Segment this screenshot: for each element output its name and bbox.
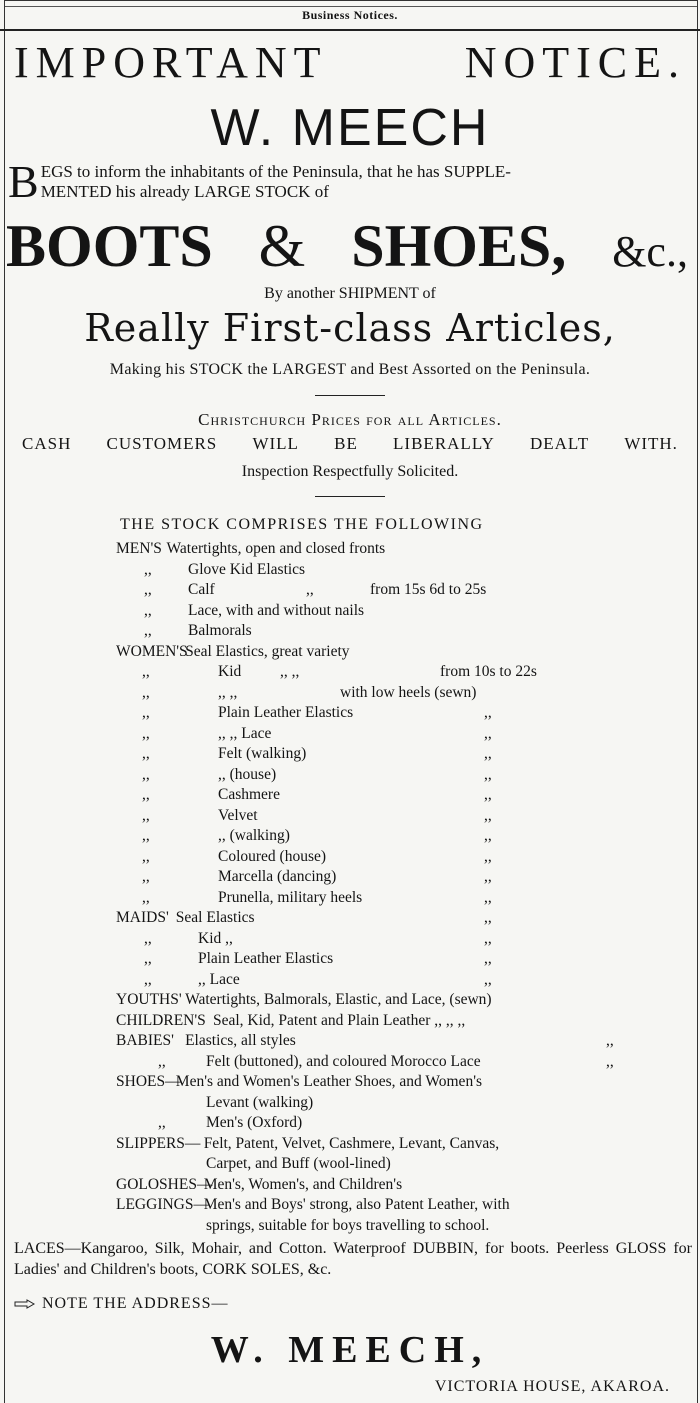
stock-category: BABIES' <box>116 1032 174 1049</box>
stock-category: CHILDREN'S <box>116 1011 206 1029</box>
stock-price: ,, <box>484 704 492 721</box>
stock-category: ,, <box>144 581 152 598</box>
stock-category: ,, <box>142 806 150 824</box>
stock-item: ,, ,, <box>218 683 238 701</box>
divider <box>315 496 385 497</box>
stock-price: ,, <box>484 909 492 926</box>
stock-item: Carpet, and Buff (wool-lined) <box>206 1155 391 1172</box>
stock-category: ,, <box>144 929 152 947</box>
stock-item: Coloured (house) <box>218 847 327 865</box>
headline-word: SHOES, <box>351 213 567 279</box>
stock-item: Men's (Oxford) <box>206 1114 303 1131</box>
stock-price: ,, <box>484 786 492 803</box>
cash-word: WITH. <box>624 434 678 453</box>
merchant-name: W. MEECH <box>210 99 490 157</box>
cash-word: WILL <box>252 434 299 453</box>
stock-item: ,, (walking) <box>218 827 290 844</box>
section-header: Business Notices. <box>302 8 398 22</box>
stock-category: ,, <box>142 847 150 865</box>
intro-line-1: EGS to inform the inhabitants of the Peninsula, that he has SUPPLE- <box>40 162 511 181</box>
stock-category: ,, <box>158 1114 166 1131</box>
stock-price: ,, <box>484 724 492 742</box>
stock-category: ,, <box>144 560 152 578</box>
stock-category: ,, <box>158 1052 166 1070</box>
cash-word: CUSTOMERS <box>106 434 218 453</box>
stock-item: Lace, with and without nails <box>188 601 365 619</box>
stock-item: Cashmere <box>218 786 280 803</box>
stock-item: ,, ,, Lace <box>218 724 272 742</box>
stock-item: Levant (walking) <box>206 1093 314 1111</box>
drop-cap: B <box>8 156 39 207</box>
pointing-hand-icon <box>14 1299 36 1309</box>
headline-word: &c., <box>612 227 688 276</box>
stock-price: ,, <box>484 868 492 885</box>
stock-category: ,, <box>142 786 150 803</box>
largest-stock-line: Making his STOCK the LARGEST and Best Assorted on the Peninsula. <box>109 361 591 378</box>
stock-item: ,, Lace <box>198 970 240 988</box>
stock-item: ,, (house) <box>218 765 277 783</box>
stock-item: Kid ,, <box>198 929 233 947</box>
stock-item: Plain Leather Elastics <box>198 950 334 967</box>
stock-category: ,, <box>144 950 152 967</box>
title-word: NOTICE. <box>464 38 686 87</box>
stock-item: Seal Elastics <box>175 909 255 926</box>
stock-price: ,, <box>484 847 492 865</box>
stock-item: Balmorals <box>188 622 252 639</box>
note-address <box>14 1295 229 1313</box>
stock-item: Marcella (dancing) <box>218 868 337 885</box>
address: VICTORIA HOUSE, AKAROA. <box>434 1378 670 1395</box>
stock-price: ,, <box>484 970 492 988</box>
stock-category: SHOES— <box>116 1073 181 1090</box>
prices-line: Christchurch Prices for all Articles. <box>198 410 502 429</box>
stock-category: GOLOSHES— <box>116 1175 213 1193</box>
boots-and-shoes-headline <box>6 214 688 284</box>
stock-category: LEGGINGS— <box>116 1196 209 1213</box>
inspection-line: Inspection Respectfully Solicited. <box>241 463 459 480</box>
stock-price: ,, <box>484 806 492 824</box>
top-rule <box>5 6 697 7</box>
cash-word: BE <box>334 434 358 453</box>
stock-category: ,, <box>142 683 150 701</box>
title-word: IMPORTANT <box>14 38 328 87</box>
stock-price: from 15s 6d to 25s <box>370 581 487 598</box>
stock-item: Watertights, Balmorals, Elastic, and Lace, (sewn) <box>185 991 492 1008</box>
stock-price: ,, <box>484 950 492 967</box>
stock-ditto: ,, ,, <box>280 663 300 680</box>
stock-category: ,, <box>142 704 150 721</box>
stock-price: ,, <box>484 765 492 783</box>
stock-item: Men's and Boys' strong, also Patent Leather, with <box>203 1196 510 1213</box>
stock-price: from 10s to 22s <box>440 663 537 680</box>
stock-item: springs, suitable for boys travelling to school. <box>206 1216 490 1234</box>
divider <box>315 395 385 396</box>
stock-price: ,, <box>484 827 492 844</box>
stock-category: WOMEN'S <box>116 642 188 660</box>
stock-category: ,, <box>144 970 152 988</box>
stock-category: YOUTHS' <box>116 991 182 1008</box>
stock-price: ,, <box>606 1032 614 1049</box>
notice-title <box>14 40 686 86</box>
stock-category: ,, <box>142 745 150 762</box>
stock-price: ,, <box>484 929 492 947</box>
headline-word: & <box>258 213 306 279</box>
stock-category: SLIPPERS— <box>116 1134 201 1152</box>
cash-word: DEALT <box>529 434 590 453</box>
stock-category: ,, <box>142 868 150 885</box>
stock-item: Watertights, open and closed fronts <box>166 540 386 557</box>
cash-word: LIBERALLY <box>393 434 495 453</box>
stock-category: ,, <box>142 888 150 906</box>
stock-category: ,, <box>144 622 152 639</box>
laces-paragraph: LACES—Kangaroo, Silk, Mohair, and Cotton. Waterproof DUBBIN, for boots. Peerless GLOSS for Ladies' and Children's boots, CORK SOLES, &c. <box>14 1240 692 1278</box>
stock-ditto: ,, <box>306 581 314 598</box>
stock-item: Felt (buttoned), and coloured Morocco Lace <box>206 1052 481 1070</box>
stock-category: ,, <box>142 663 150 680</box>
stock-item: Prunella, military heels <box>218 888 363 906</box>
stock-item: Kid <box>218 663 242 680</box>
stock-item: Seal, Kid, Patent and Plain Leather ,, ,, ,, <box>213 1011 466 1029</box>
stock-item: Felt, Patent, Velvet, Cashmere, Levant, Canvas, <box>203 1134 500 1152</box>
stock-price: ,, <box>606 1052 614 1070</box>
stock-item: Seal Elastics, great variety <box>185 642 350 660</box>
intro-paragraph <box>8 156 692 207</box>
stock-category: MEN'S <box>116 540 162 557</box>
stock-item: Glove Kid Elastics <box>188 560 306 578</box>
stock-item: Calf <box>188 581 215 598</box>
stock-category: ,, <box>142 724 150 742</box>
stock-price: ,, <box>484 745 492 762</box>
by-another-shipment: By another SHIPMENT of <box>264 285 436 302</box>
stock-category: ,, <box>142 765 150 783</box>
stock-item: Elastics, all styles <box>185 1032 296 1049</box>
stock-item: Plain Leather Elastics <box>218 704 354 721</box>
stock-category: ,, <box>142 827 150 844</box>
signature: W. MEECH, <box>210 1329 490 1371</box>
cash-word: CASH <box>22 434 72 453</box>
header-rule <box>0 29 700 31</box>
first-class-articles: Really First-class Articles, <box>84 306 616 350</box>
headline-word: BOOTS <box>6 213 213 279</box>
cash-customers-line <box>22 434 678 454</box>
stock-item: Felt (walking) <box>218 745 307 762</box>
intro-line-2: MENTED his already LARGE STOCK of <box>40 182 329 201</box>
stock-ditto: with low heels (sewn) <box>340 683 477 701</box>
stock-price: ,, <box>484 888 492 906</box>
stock-item: Velvet <box>218 806 258 824</box>
stock-item: Men's, Women's, and Children's <box>203 1175 403 1193</box>
stock-title: THE STOCK COMPRISES THE FOLLOWING <box>120 516 484 533</box>
stock-category: MAIDS' <box>116 909 169 926</box>
stock-category: ,, <box>144 601 152 619</box>
stock-item: Men's and Women's Leather Shoes, and Women's <box>175 1073 483 1090</box>
stock-list <box>0 516 700 1236</box>
note-text: NOTE THE ADDRESS— <box>42 1295 229 1312</box>
